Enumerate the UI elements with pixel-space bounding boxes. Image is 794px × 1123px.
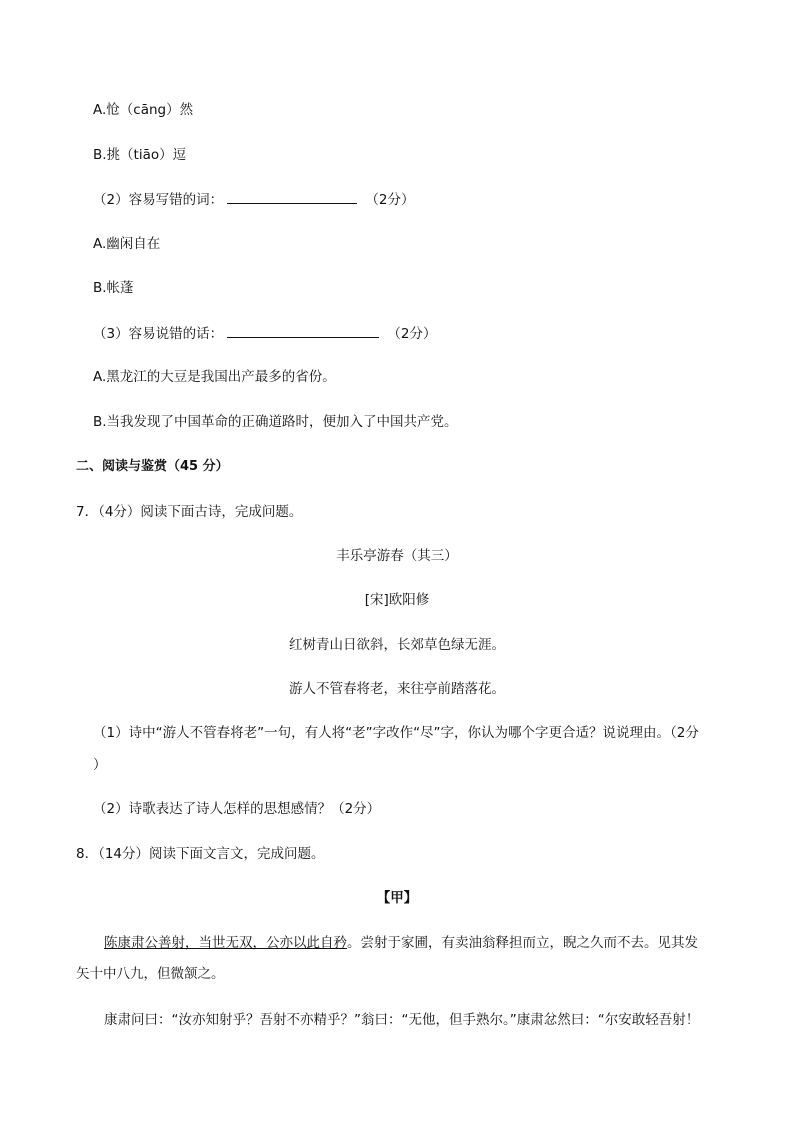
subquestion-3 [93,323,436,344]
subquestion-2-score: （2分） [365,192,415,208]
question-7-stem: 7．（4分）阅读下面古诗，完成问题。 [76,504,303,520]
subquestion-3-score: （2分） [387,326,437,342]
poem-title: 丰乐亭游春（其三） [336,548,458,564]
passage-para-2: 康肃问曰：“汝亦知射乎？吾射不亦精乎？”翁曰：“无他，但手熟尔。”康肃忿然曰：“尔安敢轻吾射！ [104,1012,700,1028]
option-b-pronunciation: B.挑（tiāo）逗 [93,147,187,163]
passage-para-1-rest: 。尝射于家圃，有卖油翁释担而立，睨之久而不去。见其发 [347,935,698,951]
passage-para-1 [104,933,698,953]
question-7-sub1-cont: ） [93,757,107,773]
poem-author: [宋]欧阳修 [364,592,430,608]
option-a-pronunciation: A.怆（cāng）然 [93,102,194,118]
option-b-sentence: B.当我发现了中国革命的正确道路时，便加入了中国共产党。 [93,414,458,430]
question-7-sub1: （1）诗中“游人不管春将老”一句，有人将“老”字改作“尽”字，你认为哪个字更合适？说说理由。（2分 [93,725,699,741]
option-a-sentence: A.黑龙江的大豆是我国出产最多的省份。 [93,369,336,385]
answer-blank-3[interactable] [227,323,379,338]
passage-para-1-cont: 矢十中八九，但微颔之。 [76,966,225,982]
poem-line-1: 红树青山日欲斜，长郊草色绿无涯。 [289,637,505,653]
question-8-stem: 8．（14分）阅读下面文言文，完成问题。 [76,846,325,862]
poem-line-2: 游人不管春将老，来往亭前踏落花。 [289,681,505,697]
subquestion-2-label: （2）容易写错的词： [93,192,224,208]
answer-blank-2[interactable] [227,189,357,204]
question-7-sub2: （2）诗歌表达了诗人怎样的思想感情？（2分） [93,801,381,817]
subquestion-3-label: （3）容易说错的话： [93,326,224,342]
underlined-sentence: 陈康肃公善射，当世无双，公亦以此自矜 [104,935,347,951]
option-b-word: B.帐蓬 [93,280,134,296]
passage-jia-heading: 【甲】 [376,890,418,906]
section-heading: 二、阅读与鉴赏（45 分） [76,459,229,474]
subquestion-2 [93,189,414,210]
option-a-word: A.幽闲自在 [93,236,161,252]
